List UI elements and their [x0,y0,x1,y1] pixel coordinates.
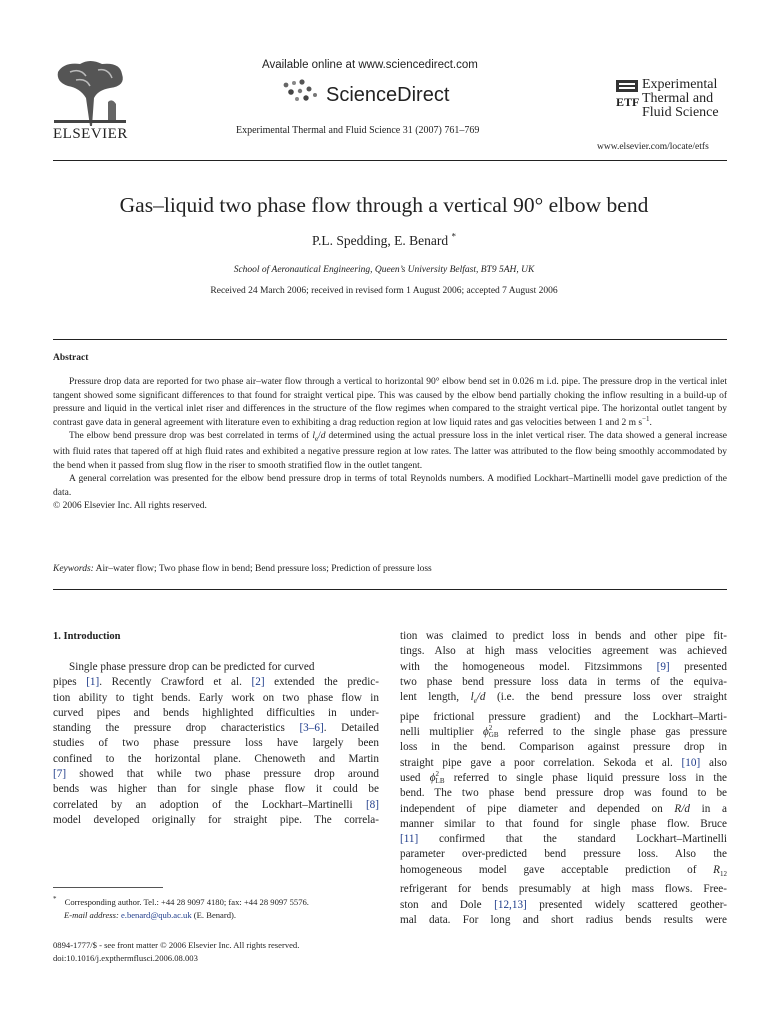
tree-icon [50,58,130,128]
ref-link[interactable]: [3–6] [299,722,324,735]
right-line: nelli multiplier ϕ 2 GB referred to the single phase gas pressure [400,724,727,740]
intro-heading: 1. Introduction [53,631,121,642]
sciencedirect-dots-icon [280,77,328,107]
keywords-text: Air–water flow; Two phase flow in bend; Bend pressure loss; Prediction of pressure loss [95,564,432,574]
ref-link[interactable]: [10] [681,756,701,769]
intro-line: [7] showed that while two phase pressure drop around [53,768,379,781]
keywords [53,563,432,577]
right-line: manner similar to that found for single phase flow. Bruce [400,817,727,830]
sciencedirect-logo [280,77,480,111]
intro-line: confined to the horizontal plane. Chenoweth and Martin [53,752,379,765]
article-authors [0,233,768,249]
authors-text: P.L. Spedding, E. Benard [312,233,449,248]
journal-url[interactable]: www.elsevier.com/locate/etfs [597,142,709,152]
keywords-label: Keywords: [53,564,94,574]
intro-line: tion ability to tight bends. Early work on two phase flow in [53,691,379,704]
ref-link[interactable]: [8] [365,798,379,811]
abstract-body [53,376,727,514]
ref-link[interactable]: [2] [251,676,265,689]
journal-logo [614,78,726,120]
right-line: mal data. For long and short radius bends results were [400,913,727,926]
footnote-mark: * [53,895,57,904]
abstract-heading: Abstract [53,353,89,363]
abstract-paragraph-2: The elbow bend pressure drop was best correlated in terms of $l_e/d$ determined using the actual pressure loss in the inlet vertical riser. The data showed a general increase with fluid rates that tapered off at high fluid rates and exhibited a negative pressure region at low rates. The latter was attributed to the flow being smoothly accommodated by the bend when it passed from slug flow in the riser to smooth stratified flow in the outlet tangent. [53,431,727,471]
journal-logo-mark: ETF [616,95,640,109]
header-rule [53,160,727,161]
right-line: tings. Also at high mass velocities agreement was achieved [400,645,727,658]
ref-link[interactable]: [11] [400,833,419,846]
ref-link[interactable]: [9] [656,660,670,673]
intro-right-column [400,629,727,928]
footer [53,939,299,964]
right-line: loss in the bend. Comparison against pressure drop in [400,741,727,754]
right-line: [11] confirmed that the standard Lockhart–Martinelli [400,833,727,846]
affiliation: School of Aeronautical Engineering, Queen’s University Belfast, BT9 5AH, UK [233,265,535,275]
journal-logo-line3: Fluid Science [642,105,719,120]
footnote-corresponding: * Corresponding author. Tel.: +44 28 9097 4180; fax: +44 28 9097 5576. [53,895,309,907]
footer-issn: 0894-1777/$ - see front matter © 2006 Elsevier Inc. All rights reserved. [53,940,300,950]
intro-line: correlated by an adoption of the Lockhart–Martinelli [8] [53,798,379,811]
intro-line: model developed originally for straight pipe. The correla- [53,813,379,826]
right-line: homogeneous model gave acceptable prediction of $R_{12}$ [400,863,727,878]
right-line: used ϕ 2 LB referred to single phase liquid pressure loss in the [400,770,728,786]
abstract-copyright: © 2006 Elsevier Inc. All rights reserved. [53,501,207,512]
intro-left-column [53,660,379,828]
right-line: ston and Dole [12,13] presented widely scattered geother- [400,898,727,911]
email-link[interactable]: e.benard@qub.ac.uk [120,909,192,920]
journal-logo-line1: Experimental [642,77,718,92]
article-title: Gas–liquid two phase flow through a vertical 90° elbow bend [119,193,649,217]
abstract-bottom-rule [53,589,727,590]
available-online: Available online at www.sciencedirect.com [262,59,478,71]
footnote-rule [53,887,163,888]
elsevier-tree-logo [50,58,130,128]
sciencedirect-wordmark: ScienceDirect [326,84,450,106]
abstract-paragraph-3: A general correlation was presented for the elbow bend pressure drop in terms of total Reynolds numbers. A modified Lockhart–Martinelli model gave prediction of the data. [53,474,727,498]
ref-link[interactable]: [7] [53,768,67,781]
right-line: straight pipe gave a poor correlation. Sekoda et al. [10] also [400,756,727,769]
article-dates: Received 24 March 2006; received in revised form 1 August 2006; accepted 7 August 2006 [210,286,558,296]
abstract-top-rule [53,339,727,340]
intro-line: bends was higher than for single phase flow it could be [53,783,379,796]
right-line: pipe frictional pressure gradient) and the Lockhart–Marti- [400,710,727,723]
ref-link[interactable]: [12,13] [494,898,527,911]
author-footnote-mark[interactable]: * [451,231,456,242]
right-line: refrigerant for bends presumably at high mass flows. Free- [400,883,727,896]
right-line: tion was claimed to predict loss in bends and other pipe fit- [400,630,727,642]
right-line: lent length, $l_e/d$ (i.e. the bend pressure loss over straight [400,691,727,706]
right-line: two phase bend pressure loss data in terms of the equiva- [400,675,727,688]
intro-line: standing the pressure drop characteristics [3–6]. Detailed [53,722,379,735]
right-line: independent of pipe diameter and depended on R/d in a [400,802,727,815]
intro-line: Single phase pressure drop can be predicted for curved [69,661,315,673]
intro-line: pipes [1]. Recently Crawford et al. [2] extended the predic- [53,676,379,689]
right-line: bend. The two phase bend pressure drop was found to be [400,787,727,800]
journal-citation: Experimental Thermal and Fluid Science 31 (2007) 761–769 [236,125,480,136]
footnote [53,896,383,921]
footer-doi: doi:10.1016/j.expthermflusci.2006.08.003 [53,952,198,963]
ref-link[interactable]: [1] [86,676,100,689]
right-line: with the homogeneous model. Fitzsimmons [9] presented [400,660,727,673]
right-line: parameter over-predicted bend pressure loss. Also the [400,848,727,861]
footnote-email: E-mail address: e.benard@qub.ac.uk (E. Benard). [64,909,237,920]
intro-line: curved pipes and bends highlighted difficulties in under- [53,706,379,719]
journal-logo-line2: Thermal and [642,91,714,106]
publisher-name: ELSEVIER [53,126,128,142]
abstract-paragraph-1: Pressure drop data are reported for two phase air–water flow through a vertical to horizontal 90° elbow bend set in 0.026 m i.d. pipe. The pressure drop in the vertical inlet tangent showed some significant differences to that found for straight vertical pipe. This was caused by the elbow bend partially choking the inflow resulting in a build-up of pressure and liquid in the vertical inlet riser and differences in the structure of the flow regimes when compared to the straight vertical pipe. The horizontal outlet tangent by contrast gave data in general agreement with literature even to exhibiting a drag reduction region at low liquid rates and gas velocities between 1 and 2 m $s^{-1}$. [53,377,727,428]
intro-line: studies of two phase pressure loss have largely been [53,737,379,750]
